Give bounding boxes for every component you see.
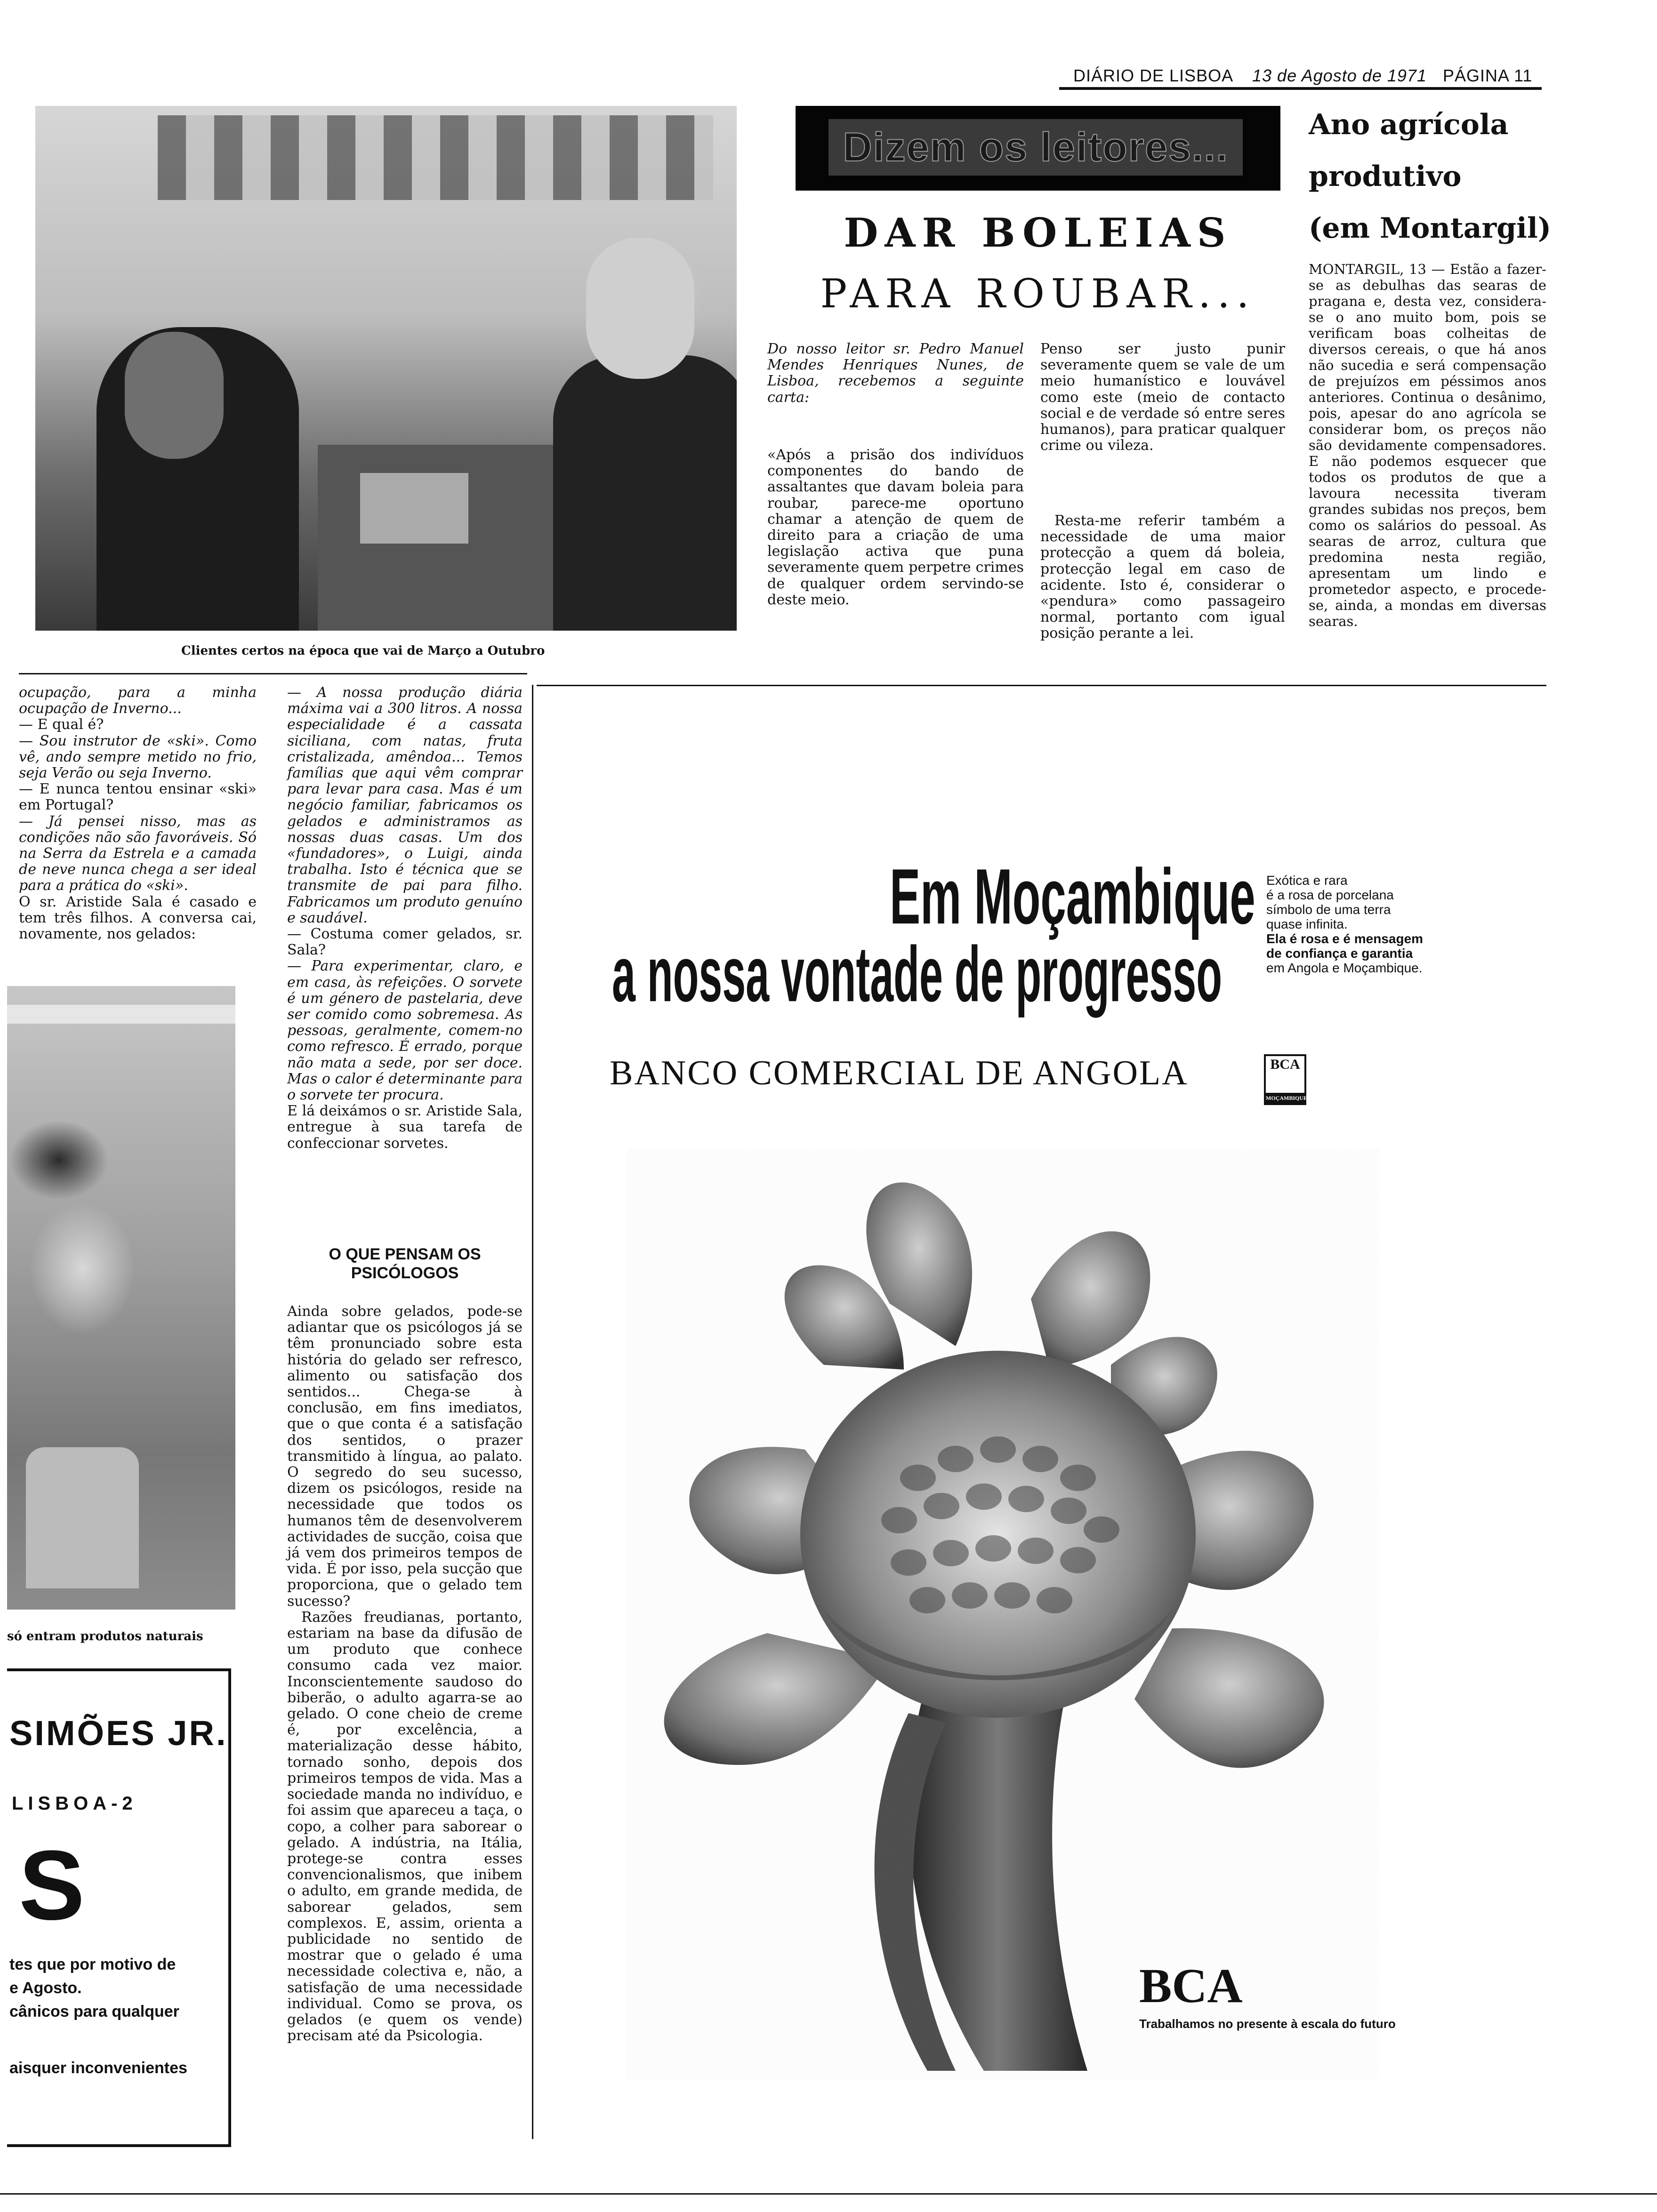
- ad-side-line-4: quase infinita.: [1266, 917, 1348, 931]
- photo-box: [360, 473, 468, 544]
- ad-bca-logo-bottom: MOÇAMBIQUE: [1266, 1093, 1304, 1103]
- article-col2-p1: — A nossa produção diária máxima vai a 300 litros. A nossa especialidade é a cassata siciliana, com natas, fruta cristalizada, amêndoa... Temos famílias que aqui vêm comprar para levar para casa. Mas é um negócio familiar, fabricamos os gelados e administramos as nossas duas casas. Um dos «fundadores», o Luigi, ainda trabalha. Isto é técnica que se transmite de pai para filho. Fabricamos um produto genuíno e saudável.: [287, 684, 523, 926]
- letters-body-1: «Após a prisão dos indivíduos componentes do bando de assaltantes que davam boleia para roubar, parece-me oportuno chamar a atenção de quem de direito para a criação de uma legislação activa que puna severamente quem perpetre crimes de qualquer ordem servindo-se deste meio.: [767, 447, 1024, 608]
- letters-headline-2: PARA ROUBAR...: [820, 271, 1256, 317]
- simoes-big-letter: S: [19, 1830, 85, 1940]
- ad-side-line-7: em Angola e Moçambique.: [1266, 961, 1423, 975]
- ad-headline-1: Em Moçambique: [890, 853, 1255, 941]
- photo2-bar: [7, 1005, 235, 1024]
- photo-shelf: [158, 115, 713, 200]
- rule-ad-top: [537, 685, 1546, 686]
- photo-caption-1: Clientes certos na época que vai de Março a Outubro: [181, 644, 545, 658]
- simoes-line-3: cânicos para qualquer: [9, 2003, 179, 2020]
- simoes-line-1: tes que por motivo de: [9, 1956, 176, 1973]
- letters-body-3: Resta-me referir também a necessidade de uma maior protecção a quem dá boleia, protecção legal em caso de acidente. Isto é, considerar o «pendura» como passageiro normal, portanto com igual posição perante a lei.: [1040, 513, 1285, 642]
- agri-headline-1: Ano agrícola: [1309, 108, 1509, 141]
- article-col1-p6: O sr. Aristide Sala é casado e tem três filhos. A conversa cai, novamente, nos gelados:: [19, 893, 257, 943]
- header-date: 13 de Agosto de 1971: [1252, 66, 1427, 85]
- photo2-can: [26, 1447, 139, 1588]
- ad-side-text: [1266, 873, 1473, 975]
- agri-headline-2: produtivo: [1309, 160, 1462, 193]
- article-col-2: [287, 685, 523, 1152]
- letters-intro: Do nosso leitor sr. Pedro Manuel Mendes Henriques Nunes, de Lisboa, recebemos a seguinte carta:: [767, 341, 1024, 406]
- article-col2b-p2: Razões freudianas, portanto, estariam na base da difusão de um produto que conhece consumo cada vez maior. Inconscientemente saudoso do biberão, o adulto agarra-se ao gelado. O cone cheio de creme é, por excelência, a materialização desse hábito, tornado sonho, depois dos primeiros tempos de vida. Mas a sociedade manda no indivíduo, e foi assim que apareceu a taça, o copo, a colher para saborear o gelado. A indústria, na Itália, protege-se contra esses convencionalismos, que inibem o adulto, em grande medida, de saborear gelados, sem complexos. E, assim, orienta a publicidade no sentido de mostrar que o gelado é uma necessidade colectiva e, não, a satisfação de uma necessidade individual. Como se prova, os gelados (e quem os vende) precisam até da Psicologia.: [287, 1609, 523, 2044]
- ad-tagline: Trabalhamos no presente à escala do futuro: [1139, 2017, 1396, 2031]
- article-col-1: [19, 685, 257, 942]
- simoes-line-2: e Agosto.: [9, 1979, 82, 1997]
- article-col1-p5: — Já pensei nisso, mas as condições não são favoráveis. Só na Serra da Estrela e a camada de neve nunca chega a ser ideal para a prática do «ski».: [19, 813, 257, 894]
- header-paper: DIÁRIO DE LISBOA: [1073, 66, 1234, 85]
- header-rule: [1059, 87, 1542, 90]
- article-subhead: O QUE PENSAM OS PSICÓLOGOS: [329, 1245, 481, 1282]
- photo-vendor-head: [586, 238, 694, 379]
- simoes-city: LISBOA-2: [12, 1793, 137, 1814]
- header-page: PÁGINA 11: [1443, 66, 1533, 85]
- rule-column-divider: [532, 685, 533, 2139]
- article-col-2b: [287, 1304, 523, 2044]
- ad-side-line-6: de confiança e garantia: [1266, 946, 1413, 961]
- ad-side-line-3: símbolo de uma terra: [1266, 902, 1391, 917]
- article-col1-p3: — Sou instrutor de «ski». Como vê, ando sempre metido no frio, seja Verão ou seja Inverno.: [19, 732, 257, 782]
- rule-bottom: [0, 2193, 1657, 2195]
- porcelain-rose-image: [626, 1148, 1379, 2080]
- article-col1-p1: ocupação, para a minha ocupação de Inverno...: [19, 684, 257, 717]
- ad-bca-wordmark: BCA: [1139, 1959, 1243, 2013]
- ad-side-line-2: é a rosa de porcelana: [1266, 888, 1394, 902]
- article-col2-p4: E lá deixámos o sr. Aristide Sala, entregue à sua tarefa de confeccionar sorvetes.: [287, 1103, 523, 1152]
- ad-bca-logo-text: BCA: [1270, 1057, 1300, 1072]
- photo-caption-2: só entram produtos naturais: [7, 1629, 203, 1643]
- letters-banner-text: Dizem os leitores...: [843, 124, 1229, 170]
- letters-banner-inner: [828, 119, 1243, 176]
- ad-side-line-5: Ela é rosa e é mensagem: [1266, 931, 1424, 946]
- ad-headline-2: a nossa vontade de progresso: [612, 930, 1223, 1018]
- rule-article-top: [19, 673, 527, 674]
- photo-natural-products: [7, 986, 235, 1610]
- photo-shop-clients: [35, 106, 737, 631]
- ad-side-line-1: Exótica e rara: [1266, 873, 1348, 888]
- ad-bca-logo: [1264, 1054, 1306, 1105]
- photo-customer-head: [125, 332, 224, 459]
- article-col2-p2: — Costuma comer gelados, sr. Sala?: [287, 926, 523, 959]
- article-col1-p2: — E qual é?: [19, 716, 104, 733]
- article-col2b-p1: Ainda sobre gelados, pode-se adiantar que os psicólogos já se têm pronunciado sobre esta história do gelado ser refresco, alimento ou satisfação dos sentidos... Chega-se à conclusão, em fins imediatos, que o que conta é a satisfação dos sentidos, o prazer transmitido à língua, ao palato. O segredo do seu sucesso, dizem os psicólogos, reside na necessidade que todos os humanos têm de desenvolverem actividades de sucção, coisa que já vem dos primeiros tempos de vida. É por isso, pela sucção que proporciona, que o gelado tem sucesso?: [287, 1303, 523, 1610]
- letters-body-2: Penso ser justo punir severamente quem se vale de um meio humanístico e louvável como este (meio de contacto social e de verdade só entre seres humanos), para praticar qualquer crime ou vileza.: [1040, 341, 1285, 454]
- agri-headline-3: (em Montargil): [1309, 212, 1552, 245]
- article-col2-p3: — Para experimentar, claro, e em casa, às refeições. O sorvete é um género de pastelaria, deve ser comido como sobremesa. As pessoas, geralmente, comem-no como refresco. É errado, porque não mata a sede, por ser doce. Mas o calor é determinante para o sorvete ter procura.: [287, 958, 523, 1104]
- letters-headline-1: DAR BOLEIAS: [844, 209, 1232, 256]
- simoes-line-4: aisquer inconvenientes: [9, 2059, 187, 2077]
- photo-vendor: [553, 355, 737, 631]
- ad-bank-name: BANCO COMERCIAL DE ANGOLA: [610, 1054, 1189, 1092]
- letters-banner: [796, 106, 1280, 191]
- article-col1-p4: — E nunca tentou ensinar «ski» em Portugal?: [19, 781, 257, 814]
- agri-body: MONTARGIL, 13 — Estão a fazer-se as debulhas das searas de pragana e, desta vez, considera-se o ano muito bom, pois se verificam boas colheitas de diversos cereais, o que há anos não sucedia e será compensação de prejuízos em péssimos anos anteriores. Continua o desânimo, pois, apesar do ano agrícola se considerar bom, os preços não são devidamente compensadores. E não podemos esquecer que todos os produtos de que a lavoura necessita tiveram grandes subidas nos preços, bem como os salários do pessoal. As searas de arroz, cultura que predomina nesta região, apresentam um lindo e prometedor aspecto, e procede-se, ainda, a mondas em diversas searas.: [1309, 261, 1546, 629]
- simoes-name: SIMÕES JR.: [9, 1714, 228, 1753]
